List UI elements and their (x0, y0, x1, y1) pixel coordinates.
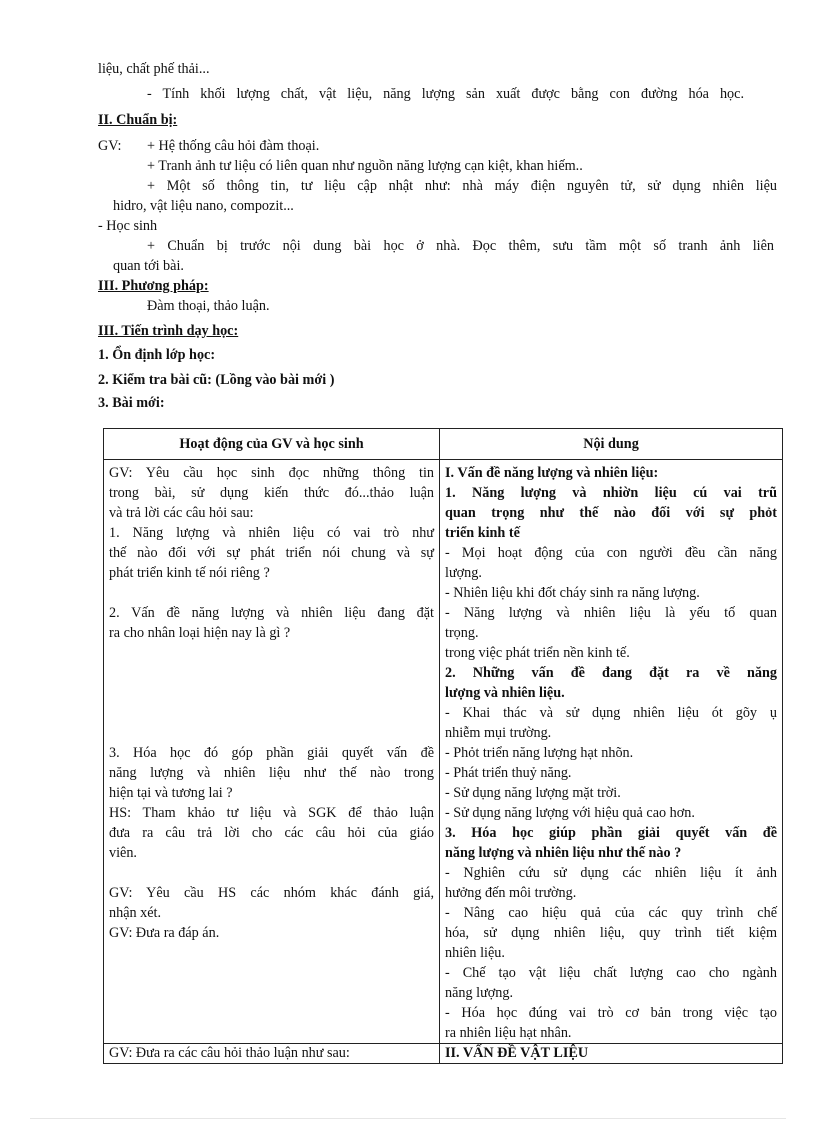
page-bottom-rule (30, 1118, 786, 1119)
content-r3-line: - Chế tạo vật liệu chất lượng cao cho ngành (445, 965, 777, 981)
content-r1-line: - Nhiên liệu khi đốt cháy sinh ra năng lượng. (445, 585, 700, 601)
content-r3-line: - Nghiên cứu sử dụng các nhiên liệu ít ảnh (445, 865, 777, 881)
content-r2-line: - Sử dụng năng lượng với hiệu quả cao hơn. (445, 805, 695, 821)
content-r1-line: lượng. (445, 565, 482, 581)
content-r1-line: - Mọi hoạt động của con người đều cần năng (445, 545, 777, 561)
content-r3-line: năng lượng. (445, 985, 513, 1001)
content-heading-1: I. Vấn đề năng lượng và nhiên liệu: (445, 465, 659, 481)
left-p1-line: thế nào đối với sự phát triển nói chung và sự (109, 545, 434, 561)
left-p4-line: nhận xét. (109, 905, 162, 921)
step-3: 3. Bài mới: (98, 395, 165, 411)
left-p3-line: hiện tại và tương lai ? (109, 785, 233, 801)
activity-cell (104, 460, 440, 1044)
left-p3-line: năng lượng và nhiên liệu như thế nào trong (109, 765, 434, 781)
left-p3-line: 3. Hóa học đó góp phần giải quyết vấn đề (109, 745, 434, 761)
content-subheading-1: triển kinh tế (445, 525, 520, 541)
left-p4-line: GV: Yêu cầu HS các nhóm khác đánh giá, (109, 885, 434, 901)
activity-cell: GV: Đưa ra các câu hỏi thảo luận như sau: (104, 1044, 440, 1064)
table-row (104, 460, 783, 1044)
gv-item-1: + Hệ thống câu hỏi đàm thoại. (147, 138, 320, 154)
method-text: Đàm thoại, thảo luận. (147, 298, 270, 314)
left-p4-line: GV: Đưa ra đáp án. (109, 925, 220, 941)
content-r2-line: - Phỏt triển năng lượng hạt nhõn. (445, 745, 634, 761)
content-r2-line: - Khai thác và sử dụng nhiên liệu ót gõy ụ (445, 705, 777, 721)
content-r3-line: nhiên liệu. (445, 945, 505, 961)
header-activity: Hoạt động của GV và học sinh (104, 429, 440, 460)
left-p2-line: ra cho nhân loại hiện nay là gì ? (109, 625, 291, 641)
step-1: 1. Ổn định lớp học: (98, 347, 216, 363)
left-p1-line: phát triển kinh tế nói riêng ? (109, 565, 270, 581)
content-r3-line: - Nâng cao hiệu quả của các quy trình chế (445, 905, 777, 921)
left-p2-line: 2. Vấn đề năng lượng và nhiên liệu đang đặt (109, 605, 434, 621)
content-subheading-3: 3. Hóa học giúp phần giải quyết vấn đề (445, 825, 777, 841)
table-header-row (104, 429, 783, 460)
table-row (104, 1044, 783, 1064)
hs-item-1a: + Chuẩn bị trước nội dung bài học ở nhà. Đọc thêm, sưu tầm một số tranh ảnh liên (147, 238, 774, 254)
section-title-method: III. Phương pháp: (98, 278, 209, 294)
content-r1-line: trọng. (445, 625, 479, 641)
left-p1-line: GV: Yêu cầu học sinh đọc những thông tin (109, 465, 434, 481)
left-p3-line: đưa ra câu trả lời cho các câu hỏi của giáo (109, 825, 434, 841)
content-cell (440, 460, 783, 1044)
section-title-progress: III. Tiến trình dạy học: (98, 323, 239, 339)
content-subheading-2: lượng và nhiên liệu. (445, 685, 565, 701)
left-p3-line: HS: Tham khảo tư liệu và SGK để thảo luận (109, 805, 434, 821)
section-title-preparation: II. Chuẩn bị: (98, 112, 178, 128)
gv-item-3b: hidro, vật liệu nano, compozit... (113, 198, 294, 214)
intro-line-2: - Tính khối lượng chất, vật liệu, năng lượng sản xuất được bằng con đường hóa học. (147, 86, 744, 102)
step-2: 2. Kiểm tra bài cũ: (Lồng vào bài mới ) (98, 372, 335, 388)
gv-item-3a: + Một số thông tin, tư liệu cập nhật như: nhà máy điện nguyên tử, sử dụng nhiên liệu (147, 178, 777, 194)
content-subheading-1: quan trọng như thế nào đối với sự phỏt (445, 505, 777, 521)
hs-item-1b: quan tới bài. (113, 258, 184, 274)
content-r3-line: - Hóa học đúng vai trò cơ bản trong việc tạo (445, 1005, 777, 1021)
intro-line-1: liệu, chất phế thải... (98, 61, 210, 77)
content-r2-line: - Phát triển thuỷ năng. (445, 765, 572, 781)
content-r2-line: - Sử dụng năng lượng mặt trời. (445, 785, 621, 801)
content-r3-line: hóa, sử dụng nhiên liệu, quy trình tiết kiệm (445, 925, 777, 941)
left-p1-line: và trả lời các câu hỏi sau: (109, 505, 254, 521)
left-p3-line: viên. (109, 845, 137, 861)
content-r3-line: ra nhiên liệu hạt nhân. (445, 1025, 572, 1041)
content-r3-line: hưởng đến môi trường. (445, 885, 577, 901)
hs-label: - Học sinh (98, 218, 158, 234)
content-r2-line: nhiễm mụi trường. (445, 725, 552, 741)
left-p1-line: 1. Năng lượng và nhiên liệu có vai trò như (109, 525, 434, 541)
left-p1-line: trong bài, sử dụng kiến thức đó...thảo luận (109, 485, 434, 501)
gv-item-2: + Tranh ảnh tư liệu có liên quan như nguồn năng lượng cạn kiệt, khan hiếm.. (147, 158, 583, 174)
content-cell: II. VẤN ĐỀ VẬT LIỆU (440, 1044, 783, 1064)
lesson-table (103, 428, 783, 1064)
header-content: Nội dung (440, 429, 783, 460)
content-subheading-3: năng lượng và nhiên liệu như thế nào ? (445, 845, 682, 861)
content-r1-line: - Năng lượng và nhiên liệu là yếu tố quan (445, 605, 777, 621)
gv-label: GV: (98, 138, 122, 154)
content-subheading-1: 1. Năng lượng và nhiờn liệu cú vai trũ (445, 485, 777, 501)
content-subheading-2: 2. Những vấn đề đang đặt ra về năng (445, 665, 777, 681)
content-r1-line: trong việc phát triển nền kinh tế. (445, 645, 630, 661)
